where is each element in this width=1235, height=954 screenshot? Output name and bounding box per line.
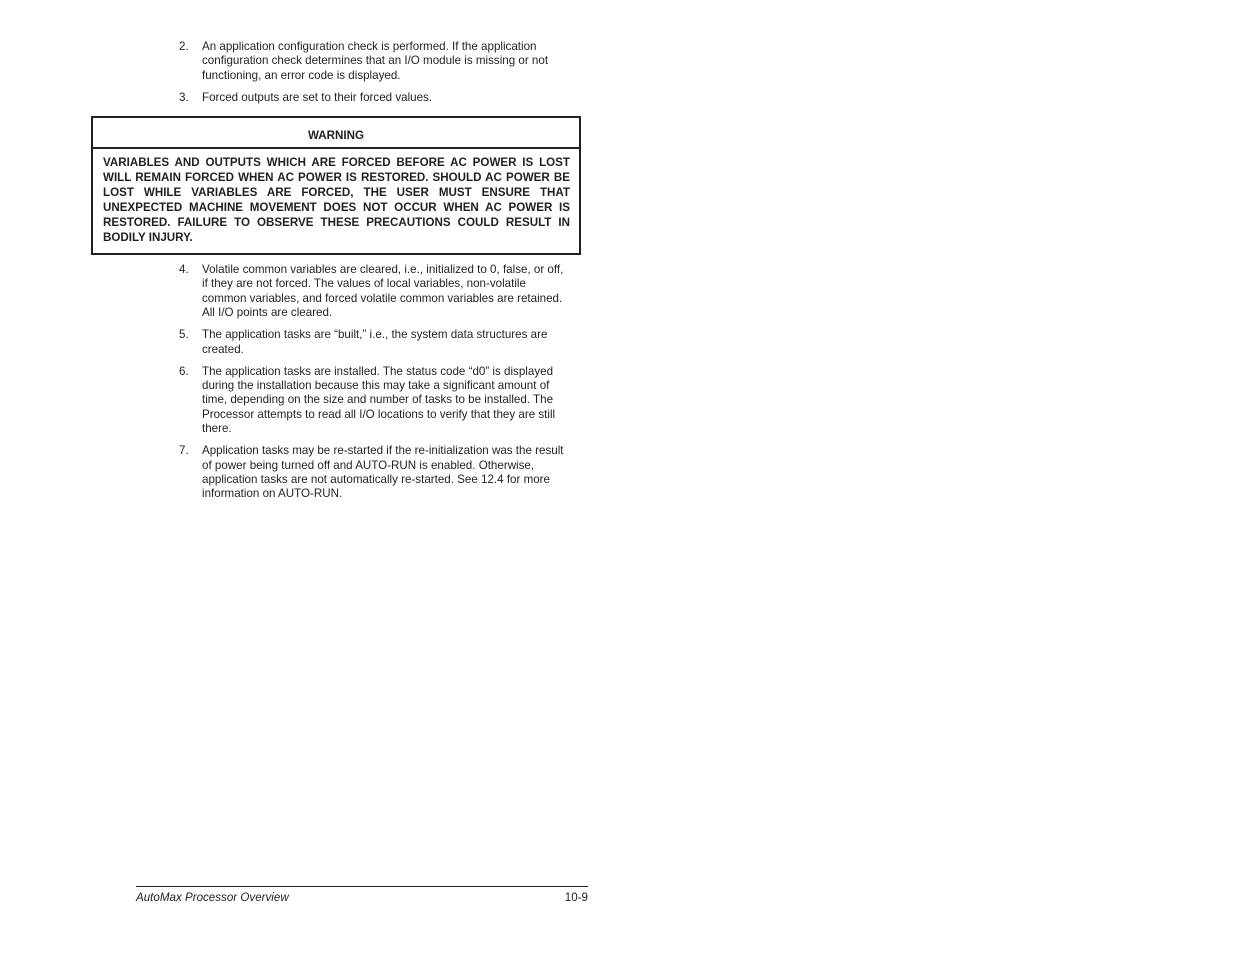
steps-list-top: [179, 40, 569, 113]
list-item: [179, 328, 569, 357]
footer-title: AutoMax Processor Overview: [136, 891, 289, 904]
list-item: [179, 91, 569, 105]
step-text: Application tasks may be re-started if the re-initialization was the result of power being turned off and AUTO-RUN is enabled. Otherwise, application tasks are not automatically re-started. See 12.4 for more information on AUTO-RUN.: [202, 444, 564, 501]
warning-box: [91, 116, 581, 255]
warning-body: VARIABLES AND OUTPUTS WHICH ARE FORCED BEFORE AC POWER IS LOST WILL REMAIN FORCED WHEN AC POWER IS RESTORED. SHOULD AC POWER BE LOST WHILE VARIABLES ARE FORCED, THE USER MUST ENSURE THAT UNEXPECTED MACHINE MOVEMENT DOES NOT OCCUR WHEN AC POWER IS RESTORED. FAILURE TO OBSERVE THESE PRECAUTIONS COULD RESULT IN BODILY INJURY.: [103, 156, 570, 245]
steps-list-bottom: [179, 263, 569, 509]
step-text: Volatile common variables are cleared, i.e., initialized to 0, false, or off, if they are not forced. The values of local variables, non-volatile common variables, and forced volatile common variables are retained. All I/O points are cleared.: [202, 263, 564, 320]
footer-divider: [136, 886, 588, 887]
page-number: 10-9: [564, 891, 588, 904]
step-text: Forced outputs are set to their forced values.: [202, 90, 433, 104]
step-text: The application tasks are “built,” i.e., the system data structures are created.: [202, 328, 548, 356]
step-text: An application configuration check is performed. If the application configuration check determines that an I/O module is missing or not functioning, an error code is displayed.: [202, 40, 549, 82]
list-item: [179, 444, 569, 502]
list-item: [179, 263, 569, 321]
step-number: 6.: [179, 364, 189, 378]
step-number: 5.: [179, 328, 189, 342]
step-number: 7.: [179, 444, 189, 458]
list-item: [179, 40, 569, 83]
warning-title: WARNING: [93, 118, 579, 149]
step-text: The application tasks are installed. The status code “d0” is displayed during the installation because this may take a significant amount of time, depending on the size and number of tasks to be installed. The Processor attempts to read all I/O locations to verify that they are still there.: [202, 364, 556, 436]
list-item: [179, 365, 569, 437]
step-number: 3.: [179, 90, 189, 104]
step-number: 4.: [179, 263, 189, 276]
step-number: 2.: [179, 40, 189, 53]
